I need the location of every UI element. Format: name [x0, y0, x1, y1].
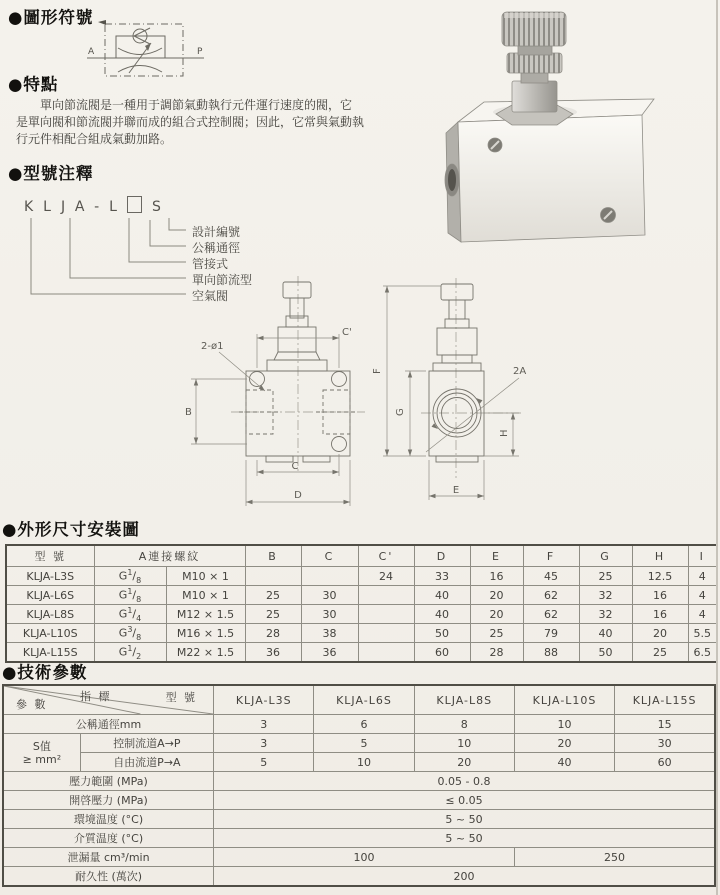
symbol-arrow-mark — [98, 20, 106, 25]
thread-m-cell: M12 × 1.5 — [166, 605, 245, 624]
thread-g-cell: $G^3/_8$ — [94, 624, 166, 643]
dim-value-cell: 36 — [245, 643, 301, 663]
dim-value-cell: 40 — [414, 586, 470, 605]
param-value-cell: 5 — [314, 734, 414, 753]
param-value-cell: 5 — [214, 753, 314, 772]
dim-value-cell: 12.5 — [632, 567, 688, 586]
dim-value-cell: 50 — [579, 643, 632, 663]
col-header-model: 型 號 — [6, 545, 94, 567]
dim-label-g: G — [395, 408, 406, 416]
table-row — [3, 772, 715, 791]
param-value-cell: 3 — [214, 734, 314, 753]
features-text — [16, 97, 368, 148]
table-row — [3, 734, 715, 753]
col-header-dim: I — [688, 545, 717, 567]
side-view-drawing — [372, 278, 526, 500]
dim-value-cell — [245, 567, 301, 586]
model-name-cell: KLJA-L6S — [6, 586, 94, 605]
model-name-cell: KLJA-L10S — [6, 624, 94, 643]
table-row — [6, 643, 717, 663]
corner-header-cell — [3, 685, 214, 715]
dim-value-cell: 4 — [688, 605, 717, 624]
symbol-port-p: P — [197, 47, 203, 57]
table-row — [3, 867, 715, 887]
symbol-port-a: A — [88, 47, 95, 57]
thread-g-cell: $G^1/_8$ — [94, 586, 166, 605]
param-value-cell: 40 — [514, 753, 614, 772]
param-col-header-model: KLJA-L8S — [414, 685, 514, 715]
mounting-hole — [332, 437, 347, 452]
dim-value-cell: 25 — [245, 605, 301, 624]
parameters-table — [2, 684, 716, 887]
thread-m-cell: M10 × 1 — [166, 586, 245, 605]
model-name-cell: KLJA-L8S — [6, 605, 94, 624]
param-value-cell: 0.05 - 0.8 — [214, 772, 715, 791]
row-label-durability: 耐久性 (萬次) — [3, 867, 214, 887]
parameters-header-row — [3, 685, 715, 715]
dim-value-cell: 30 — [301, 586, 358, 605]
dim-value-cell: 28 — [470, 643, 523, 663]
param-value-cell: 60 — [615, 753, 715, 772]
param-value-cell: 6 — [314, 715, 414, 734]
model-code-suffix: S — [151, 199, 161, 215]
dim-label-c-prime: C' — [342, 327, 352, 338]
pneumatic-symbol-diagram — [85, 20, 207, 84]
model-label-oneway: 單向節流型 — [192, 273, 253, 287]
param-col-header-model: KLJA-L6S — [314, 685, 414, 715]
section-title-model: ●型號注釋 — [8, 164, 94, 183]
thread-g-cell: $G^1/_4$ — [94, 605, 166, 624]
dim-value-cell: 16 — [470, 567, 523, 586]
s-value-label: ≥ mm² — [22, 752, 62, 766]
dim-value-cell — [358, 605, 414, 624]
model-name-cell: KLJA-L3S — [6, 567, 94, 586]
col-header-thread: A連接螺紋 — [94, 545, 245, 567]
table-row — [3, 810, 715, 829]
dim-label-b: B — [185, 407, 192, 418]
param-value-cell: 250 — [514, 848, 715, 867]
thread-g-cell: $G^1/_2$ — [94, 643, 166, 663]
dim-value-cell: 33 — [414, 567, 470, 586]
table-row — [3, 848, 715, 867]
table-row — [6, 567, 717, 586]
col-header-dim: D — [414, 545, 470, 567]
param-value-cell: 20 — [514, 734, 614, 753]
model-label-design: 設計編號 — [192, 225, 241, 239]
scan-edge-shadow — [716, 0, 718, 895]
dim-value-cell: 20 — [470, 605, 523, 624]
dim-label-c: C — [291, 461, 299, 472]
dim-value-cell: 38 — [301, 624, 358, 643]
col-header-dim: C — [301, 545, 358, 567]
row-label-leakage: 泄漏量 cm³/min — [3, 848, 214, 867]
col-header-dim: H — [632, 545, 688, 567]
param-value-cell: 5 ~ 50 — [214, 829, 715, 848]
dim-label-h: H — [499, 429, 510, 437]
section-title-features: ●特點 — [8, 75, 59, 94]
row-label: 開啓壓力 (MPa) — [3, 791, 214, 810]
dim-value-cell: 25 — [470, 624, 523, 643]
features-line: 行元件相配合組成氣動加路。 — [16, 132, 173, 146]
model-name-cell: KLJA-L15S — [6, 643, 94, 663]
dim-value-cell: 79 — [523, 624, 579, 643]
col-header-dim: C' — [358, 545, 414, 567]
dim-value-cell: 25 — [579, 567, 632, 586]
features-line: 單向節流閥是一種用于調節氣動執行元件運行速度的閥，它 — [40, 98, 353, 112]
thread-m-cell: M16 × 1.5 — [166, 624, 245, 643]
param-value-cell: 3 — [214, 715, 314, 734]
param-value-cell: 30 — [615, 734, 715, 753]
product-photo — [438, 2, 700, 250]
dim-value-cell: 32 — [579, 586, 632, 605]
section-title-parameters: ●技術參數 — [2, 663, 88, 682]
dim-value-cell: 62 — [523, 586, 579, 605]
dim-value-cell: 60 — [414, 643, 470, 663]
table-row — [6, 605, 717, 624]
corner-label-indicator: 指 標 — [80, 690, 112, 703]
param-value-cell: 10 — [314, 753, 414, 772]
row-label-controlled-flow: 控制流道A→P — [80, 734, 213, 753]
param-value-cell: 8 — [414, 715, 514, 734]
port-note: 2A — [513, 366, 527, 377]
mounting-hole — [332, 372, 347, 387]
row-label-free-flow: 自由流道P→A — [80, 753, 213, 772]
param-value-cell: 5 ~ 50 — [214, 810, 715, 829]
table-row — [6, 586, 717, 605]
thread-m-cell: M10 × 1 — [166, 567, 245, 586]
features-line: 是單向閥和節流閥并聯而成的組合式控制閥；因此，它常與氣動執 — [16, 115, 365, 129]
row-label-bore: 公稱通徑mm — [3, 715, 214, 734]
dim-value-cell — [301, 567, 358, 586]
dim-value-cell: 20 — [470, 586, 523, 605]
dim-value-cell: 50 — [414, 624, 470, 643]
section-title-symbol: ●圖形符號 — [8, 8, 94, 27]
dimensions-table — [5, 544, 718, 663]
dim-value-cell: 40 — [579, 624, 632, 643]
dim-value-cell: 40 — [414, 605, 470, 624]
dim-value-cell: 62 — [523, 605, 579, 624]
corner-label-model: 型 號 — [165, 691, 198, 704]
dim-value-cell: 25 — [632, 643, 688, 663]
row-label: 壓力範圍 (MPa) — [3, 772, 214, 791]
s-value-cell — [3, 734, 80, 772]
dimension-drawings — [183, 272, 535, 522]
table-row — [3, 753, 715, 772]
bore-size-box — [127, 196, 142, 213]
param-value-cell: 10 — [514, 715, 614, 734]
param-col-header-model: KLJA-L3S — [214, 685, 314, 715]
col-header-dim: E — [470, 545, 523, 567]
dim-label-e: E — [452, 485, 460, 496]
dim-value-cell — [358, 624, 414, 643]
thread-m-cell: M22 × 1.5 — [166, 643, 245, 663]
dim-value-cell — [358, 586, 414, 605]
model-code-prefix: KLJA-L — [24, 199, 127, 215]
hole-note: 2-ø1 — [201, 341, 224, 352]
dim-value-cell — [358, 643, 414, 663]
table-row — [3, 715, 715, 734]
dim-value-cell: 16 — [632, 605, 688, 624]
model-label-air: 空氣閥 — [192, 289, 229, 303]
param-value-cell: 10 — [414, 734, 514, 753]
dim-value-cell: 16 — [632, 586, 688, 605]
param-value-cell: 20 — [414, 753, 514, 772]
param-value-cell: 200 — [214, 867, 715, 887]
valve-body-front-face — [458, 115, 645, 242]
dim-value-cell: 4 — [688, 586, 717, 605]
model-label-bore: 公稱通徑 — [192, 241, 241, 255]
dim-value-cell: 25 — [245, 586, 301, 605]
dim-value-cell: 88 — [523, 643, 579, 663]
row-label: 環境温度 (°C) — [3, 810, 214, 829]
table-row — [3, 791, 715, 810]
dim-label-d: D — [294, 490, 302, 501]
param-value-cell: 100 — [214, 848, 515, 867]
dim-value-cell: 4 — [688, 567, 717, 586]
dim-value-cell: 20 — [632, 624, 688, 643]
thread-g-cell: $G^1/_8$ — [94, 567, 166, 586]
param-col-header-model: KLJA-L15S — [615, 685, 715, 715]
dim-label-f: F — [372, 368, 383, 374]
dim-value-cell: 24 — [358, 567, 414, 586]
param-col-header-model: KLJA-L10S — [514, 685, 614, 715]
col-header-dim: F — [523, 545, 579, 567]
model-label-pipe: 管接式 — [192, 257, 229, 271]
section-title-dimensions: ●外形尺寸安裝圖 — [2, 520, 140, 539]
lock-knob — [507, 53, 562, 73]
dim-value-cell: 5.5 — [688, 624, 717, 643]
param-value-cell: 15 — [615, 715, 715, 734]
dim-value-cell: 28 — [245, 624, 301, 643]
throttle-icon — [118, 48, 162, 55]
dim-value-cell: 32 — [579, 605, 632, 624]
dimensions-header-row — [6, 545, 717, 567]
dim-value-cell: 30 — [301, 605, 358, 624]
model-code — [24, 196, 161, 215]
s-value-label: S值 — [32, 739, 51, 753]
param-value-cell: ≤ 0.05 — [214, 791, 715, 810]
table-row — [3, 829, 715, 848]
dim-value-cell: 36 — [301, 643, 358, 663]
dim-value-cell: 6.5 — [688, 643, 717, 663]
col-header-dim: G — [579, 545, 632, 567]
row-label: 介質温度 (°C) — [3, 829, 214, 848]
col-header-dim: B — [245, 545, 301, 567]
front-view-drawing — [185, 276, 365, 506]
dim-value-cell: 45 — [523, 567, 579, 586]
table-row — [6, 624, 717, 643]
corner-label-parameter: 參 數 — [16, 698, 48, 711]
